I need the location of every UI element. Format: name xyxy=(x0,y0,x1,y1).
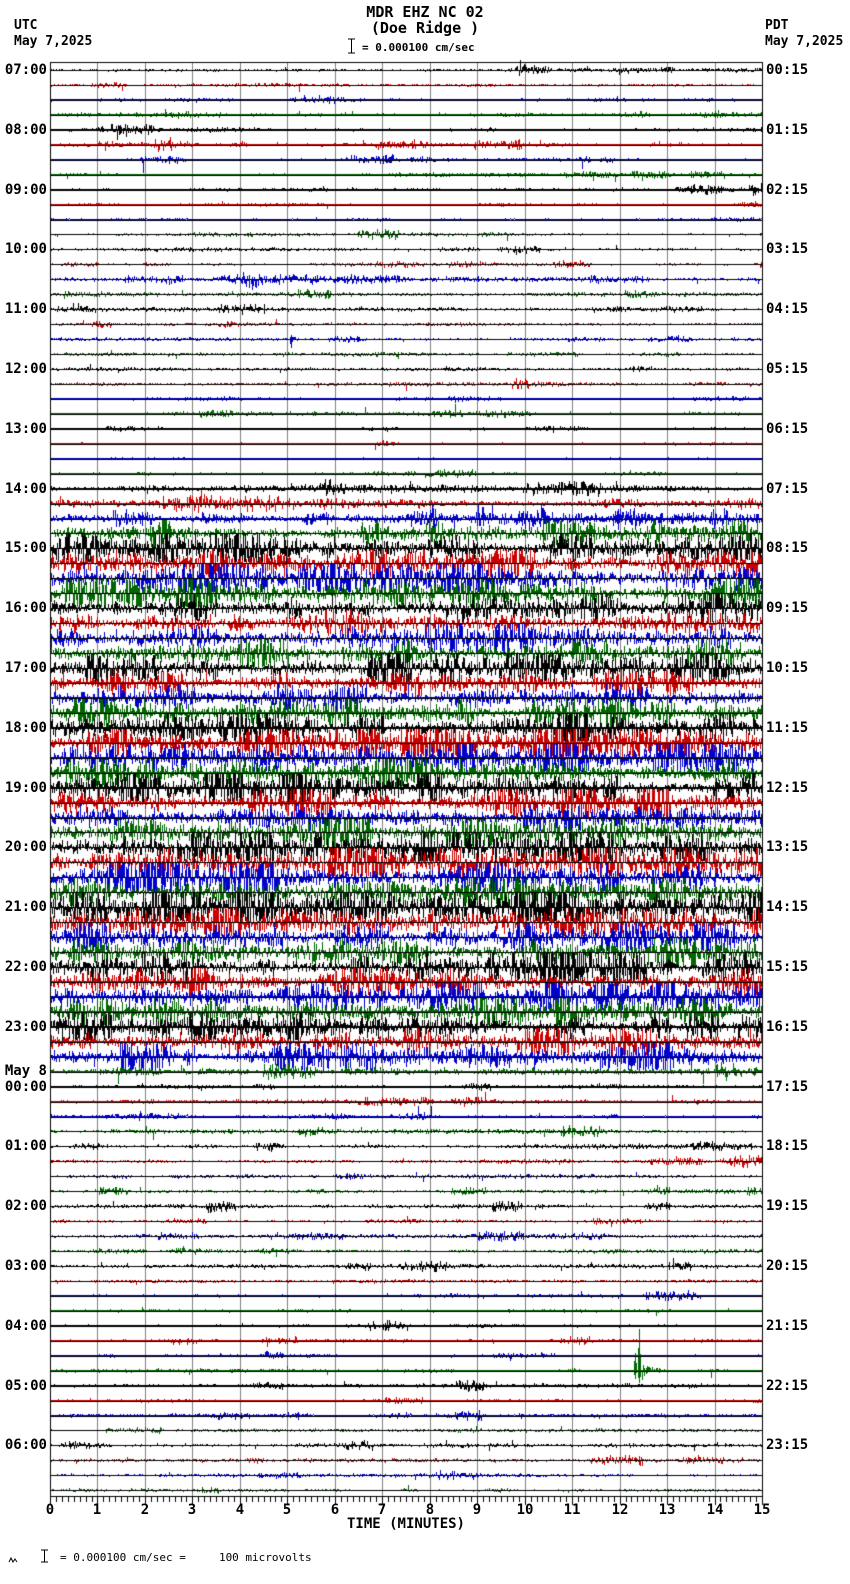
pdt-hour-label: 20:15 xyxy=(766,1258,809,1274)
pdt-hour-label: 09:15 xyxy=(766,600,809,617)
x-tick-label: 10 xyxy=(516,1502,534,1518)
x-tick-label: 9 xyxy=(472,1502,482,1518)
utc-hour-label: 06:00 xyxy=(4,1437,47,1454)
pdt-hour-label: 06:15 xyxy=(766,420,809,437)
x-tick-label: 12 xyxy=(611,1502,629,1518)
x-tick-label: 4 xyxy=(235,1502,245,1518)
pdt-hour-label: 02:15 xyxy=(766,181,809,198)
station-title: MDR EHZ NC 02 xyxy=(366,3,484,21)
pdt-hour-label: 18:15 xyxy=(766,1138,809,1155)
x-tick-label: 11 xyxy=(563,1502,581,1518)
timezone-left-label: UTC xyxy=(14,18,38,33)
scale-label: = 0.000100 cm/sec xyxy=(362,41,475,54)
pdt-hour-label: 05:15 xyxy=(766,361,809,377)
date-break-label: May 8 xyxy=(4,1062,47,1079)
pdt-hour-label: 04:15 xyxy=(766,301,809,318)
utc-hour-label: 16:00 xyxy=(4,600,47,617)
x-tick-label: 8 xyxy=(425,1502,435,1518)
x-tick-label: 0 xyxy=(45,1502,55,1518)
pdt-hour-label: 23:15 xyxy=(766,1437,809,1454)
utc-hour-label: 23:00 xyxy=(4,1018,47,1035)
utc-hour-label: 20:00 xyxy=(4,839,47,856)
utc-hour-label: 21:00 xyxy=(4,899,47,916)
x-tick-label: 13 xyxy=(658,1502,676,1518)
pdt-hour-label: 01:15 xyxy=(766,121,809,138)
utc-hour-label: 14:00 xyxy=(4,480,47,497)
x-tick-label: 6 xyxy=(330,1502,340,1518)
pdt-hour-label: 15:15 xyxy=(766,959,809,975)
pdt-hour-label: 07:15 xyxy=(766,480,809,497)
utc-hour-label: 12:00 xyxy=(4,361,47,377)
pdt-hour-label: 13:15 xyxy=(766,839,809,856)
utc-hour-label: 13:00 xyxy=(4,420,47,437)
utc-hour-label: 00:00 xyxy=(4,1078,47,1095)
pdt-hour-label: 11:15 xyxy=(766,719,809,736)
x-tick-label: 15 xyxy=(753,1502,771,1518)
utc-hour-label: 17:00 xyxy=(4,660,47,676)
pdt-hour-label: 17:15 xyxy=(766,1078,809,1095)
pdt-hour-label: 00:15 xyxy=(766,62,809,78)
microvolt-squiggle-icon xyxy=(8,1556,18,1564)
utc-hour-label: 22:00 xyxy=(4,959,47,975)
utc-hour-label: 18:00 xyxy=(4,719,47,736)
x-tick-label: 2 xyxy=(140,1502,150,1518)
pdt-hour-label: 22:15 xyxy=(766,1377,809,1394)
utc-hour-label: 10:00 xyxy=(4,241,47,258)
utc-hour-label: 09:00 xyxy=(4,181,47,198)
utc-hour-label: 11:00 xyxy=(4,301,47,318)
utc-hour-label: 03:00 xyxy=(4,1258,47,1274)
pdt-hour-label: 14:15 xyxy=(766,899,809,916)
x-tick-label: 5 xyxy=(282,1502,292,1518)
utc-hour-label: 02:00 xyxy=(4,1198,47,1215)
footer-scale-bar-icon xyxy=(40,1549,49,1563)
utc-hour-label: 04:00 xyxy=(4,1317,47,1334)
footer-scale-label: = 0.000100 cm/sec = 100 microvolts xyxy=(60,1551,312,1564)
pdt-hour-label: 12:15 xyxy=(766,779,809,796)
timezone-right-label: PDT xyxy=(765,18,789,33)
x-tick-label: 7 xyxy=(377,1502,387,1518)
pdt-hour-label: 08:15 xyxy=(766,540,809,557)
x-tick-label: 3 xyxy=(187,1502,197,1518)
station-subtitle: (Doe Ridge ) xyxy=(370,19,480,37)
scale-bar-icon xyxy=(347,38,356,54)
x-axis-title: TIME (MINUTES) xyxy=(346,1516,465,1532)
pdt-hour-label: 21:15 xyxy=(766,1317,809,1334)
utc-hour-label: 07:00 xyxy=(4,62,47,78)
x-tick-label: 1 xyxy=(92,1502,102,1518)
pdt-hour-label: 03:15 xyxy=(766,241,809,258)
utc-hour-label: 01:00 xyxy=(4,1138,47,1155)
utc-hour-label: 08:00 xyxy=(4,121,47,138)
utc-hour-label: 15:00 xyxy=(4,540,47,557)
pdt-hour-label: 16:15 xyxy=(766,1018,809,1035)
pdt-hour-label: 10:15 xyxy=(766,660,809,676)
utc-hour-label: 19:00 xyxy=(4,779,47,796)
utc-hour-label: 05:00 xyxy=(4,1377,47,1394)
x-tick-label: 14 xyxy=(706,1502,724,1518)
pdt-hour-label: 19:15 xyxy=(766,1198,809,1215)
date-right-label: May 7,2025 xyxy=(765,34,844,49)
date-left-label: May 7,2025 xyxy=(14,34,93,49)
